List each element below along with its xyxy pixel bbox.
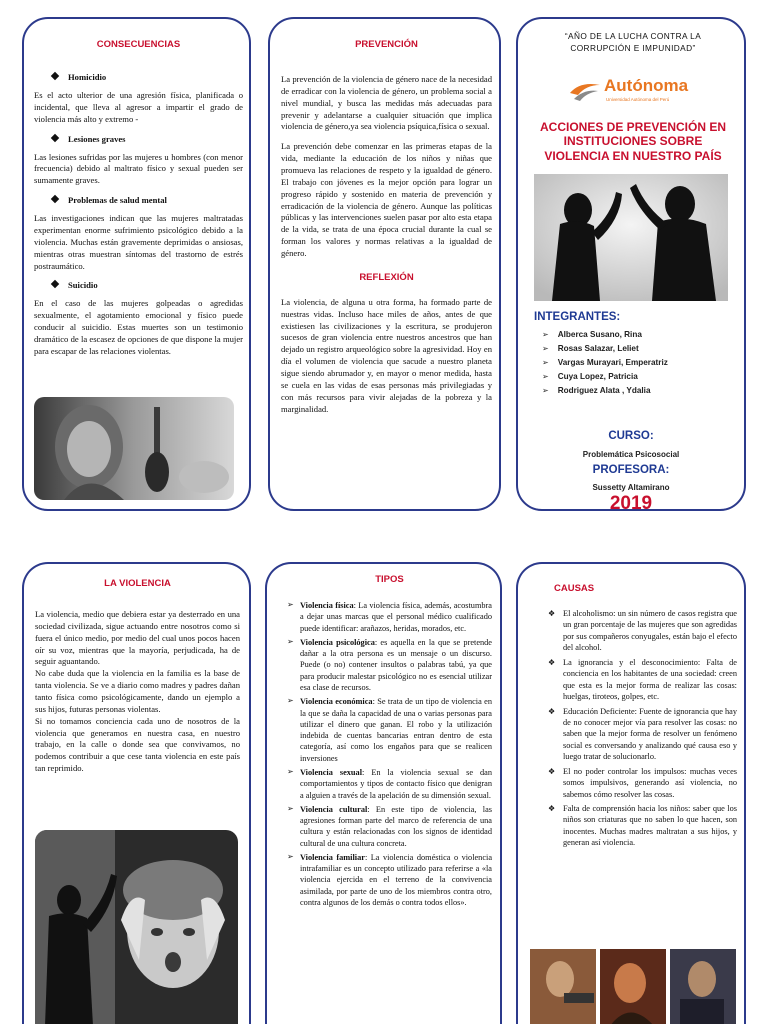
- integrantes-list: [542, 328, 668, 398]
- causa-item: ❖ El alcoholismo: un sin número de casos registra que un gran porcentaje de las mujeres que son agredidas por sus compañeros conyugales, están bajo el efecto del alcohol.: [548, 609, 737, 653]
- violencia-paragraph-3: Si no tomamos conciencia cada uno de nosotros de la violencia que generamos en nuestra casa, en nuestro trabajo, en la calle o donde sea que convivamos, no podemos contribuir a que cese tanta violencia en este país tan reprimido.: [35, 715, 240, 774]
- violencia-title: LA VIOLENCIA: [104, 578, 171, 589]
- reflexion-paragraph: La violencia, de alguna u otra forma, ha formado parte de nuestras vidas. Incluso hace miles de años, antes de que existiesen las civilizaciones y la escritura, se produjeron sucesos de gran violencia entre nuestros ancestros que han dejado un registro arqueológico sobre la agresividad. Hoy en día el volumen de violencia que sacude a nuestro planeta sigue siendo abrumador y, en mayor o menor medida, hasta se cuela en las vidas de esas personas más privilegiadas y con más recursos para vivir alejadas de la pobreza y la marginalidad.: [281, 296, 492, 414]
- causas-collage-image: [530, 949, 736, 1024]
- flower-bullet-icon: ❖: [548, 609, 556, 618]
- arrow-bullet-icon: ➢: [542, 330, 549, 339]
- integrante-item: ➢ Alberca Susano, Rina: [542, 330, 642, 339]
- logo-name: Autónoma: [604, 76, 689, 95]
- violence-silhouette-photo: [534, 174, 728, 301]
- arrow-bullet-icon: ➢: [542, 344, 549, 353]
- causas-title: CAUSAS: [554, 583, 595, 594]
- consecuencia-heading: Problemas de salud mental: [52, 195, 243, 205]
- flower-bullet-icon: ❖: [548, 804, 556, 813]
- scared-child-image: [35, 830, 238, 1024]
- tipo-item: ➢ Violencia psicológica: es aquella en la que se pretende dañar a la otra persona es un mensaje o un discurso. Puede (o no) contener insultos o palabras tabú, ya que para producir malestar psicológico no es esencial utilizar esa clase de recursos.: [287, 636, 492, 692]
- arrow-bullet-icon: ➢: [542, 358, 549, 367]
- consecuencia-text: Las investigaciones indican que las mujeres maltratadas experimentan enorme sufrimiento psicológico debido a la violencia. Muchas están gravemente deprimidas o ansiosas, mientras otras muestran síntomas del trastorno de estrés postraumático.: [34, 213, 243, 271]
- arrow-bullet-icon: ➢: [287, 851, 294, 861]
- flower-bullet-icon: ❖: [548, 706, 556, 716]
- curso-label: CURSO:: [608, 430, 654, 442]
- curso-value: Problemática Psicosocial: [582, 450, 680, 459]
- arrow-bullet-icon: ➢: [287, 636, 294, 646]
- panel-violencia: [22, 562, 251, 1024]
- integrante-item: ➢ Rosas Salazar, Leliet: [542, 344, 639, 353]
- arrow-bullet-icon: ➢: [287, 600, 294, 609]
- flower-bullet-icon: ❖: [548, 766, 556, 776]
- university-logo: [568, 76, 708, 110]
- tipo-item: ➢ Violencia sexual: En la violencia sexual se dan comportamientos y tipos de contacto físico que denigran a alguien a través de la apelación de su dimensión sexual.: [287, 766, 493, 800]
- arrow-bullet-icon: ➢: [542, 386, 549, 395]
- panel-tipos: [265, 562, 502, 1024]
- crying-woman-photo: [34, 397, 234, 500]
- consecuencia-text: Es el acto ulterior de una agresión física, planificada o incidental, que lleva al agresor a impartir el grado de violencia más alto y extremo -: [34, 90, 243, 124]
- causa-item: ❖ Educación Deficiente: Fuente de ignorancia que hay de no conocer mejor vía para resolver las cosas: no saben que la mejor forma de resolver un fenómeno social es conversando y analizando qué causa eso y luego tratar de solucionarlo.: [548, 706, 737, 762]
- causa-item: ❖ Falta de comprensión hacia los niños: saber que los niños son criaturas que no saben lo que hacen, son inocentes. Muchas madres maltratan a sus hijos, y generan así violencia.: [548, 804, 737, 848]
- motto: “AÑO DE LA LUCHA CONTRA LA CORRUPCIÓN E IMPUNIDAD”: [564, 31, 702, 53]
- prevencion-title: PREVENCIÓN: [355, 39, 418, 50]
- violencia-paragraph-1: La violencia, medio que debiera estar ya desterrado en una sociedad civilizada, sigue actuando entre nosotros como si fuera el único medio, por medio del cual unos pocos hacen oír su voz, mientras que la mayoría, perjudicada, ha de seguir aguantando.: [35, 609, 240, 667]
- violencia-paragraph-2: No cabe duda que la violencia en la familia es la base de tanta violencia. Se ve a diario como madres y padres dañan tanto física como psicológicamente, dando un ejemplo a sus hijos, futuras personas violentas.: [35, 668, 240, 714]
- consecuencia-heading: Lesiones graves: [52, 134, 243, 144]
- prevencion-paragraph-1: La prevención de la violencia de género nace de la necesidad de erradicar con la violencia de género, un problema social a nivel mundial, y busca las medidas más adecuadas para prevenir y adelantarse a cualquier situación que implica violencia de género,ya sea violencia psíquica,física o sexual.: [281, 74, 492, 132]
- cover-title: ACCIONES DE PREVENCIÓN EN INSTITUCIONES SOBRE VIOLENCIA EN NUESTRO PAÍS: [539, 120, 727, 163]
- consecuencia-heading: Homicidio: [52, 72, 243, 82]
- consecuencia-text: Las lesiones sufridas por las mujeres u hombres (con menor frecuencia) debido al maltrato físico y sexual pueden ser sumamente graves.: [34, 151, 243, 186]
- tipo-item: ➢ Violencia familiar: La violencia doméstica o violencia intrafamiliar es un concepto utilizado para referirse a «la violencia ejercida en el terreno de la convivencia asimilada, por parte de uno de los miembros contra otro, contra algunos de los demás o contra todos ellos».: [287, 851, 492, 908]
- arrow-bullet-icon: ➢: [287, 696, 294, 706]
- consecuencias-title: CONSECUENCIAS: [96, 39, 181, 50]
- diamond-bullet-icon: [51, 72, 59, 80]
- consecuencia-heading: Suicidio: [52, 280, 243, 290]
- tipos-list: [287, 600, 492, 908]
- arrow-bullet-icon: ➢: [542, 372, 549, 381]
- scared-child-photo: [35, 830, 238, 1024]
- arrow-bullet-icon: ➢: [287, 803, 294, 813]
- profesora-label: PROFESORA:: [592, 464, 670, 476]
- year: 2019: [609, 493, 653, 511]
- consecuencia-text: En el caso de las mujeres golpeadas o agredidas sexualmente, el agotamiento emocional y físico puede conducir al suicidio. Estas muertes son un testimonio dramático de la escasez de opciones de que dispone la mujer para escapar de las relaciones violentas.: [34, 298, 243, 356]
- panel-consecuencias: [22, 17, 251, 511]
- causa-item: ❖ El no poder controlar los impulsos: muchas veces somos impulsivos, generando así violencia, no sabemos cómo resolver las cosas.: [548, 766, 737, 799]
- diamond-bullet-icon: [51, 195, 59, 203]
- prevencion-paragraph-2: La prevención debe comenzar en las primeras etapas de la vida, mediante la educación de los niños y niñas que promueva las relaciones de respeto y la igualdad de género. El trabajo con jóvenes es la mejor opción para lograr un progreso rápido y sostenido en materia de prevención y erradicación de la violencia de género. Aunque las políticas públicas y las intervenciones suelen pasar por alto esta etapa de la vida, se trata de una época crucial durante la cual se forman los valores y normas relativas a la igualdad de género.: [281, 141, 492, 259]
- crying-woman-image: [34, 397, 234, 500]
- integrantes-label: INTEGRANTES:: [534, 311, 621, 323]
- integrante-item: ➢ Cuya Lopez, Patricia: [542, 372, 638, 381]
- reflexion-title: REFLEXIÓN: [359, 271, 414, 283]
- causas-list: [548, 608, 737, 849]
- panel-cover: [516, 17, 746, 511]
- tipo-item: ➢ Violencia económica: Se trata de un tipo de violencia en la que se daña la capacidad de una o varias personas para utilizar el dinero que ganan. El robo y la utilización indebida de cuentas bancarias entran dentro de esta categoría, así como los engaños para que se realicen inversiones: [287, 696, 492, 763]
- panel-prevencion: [268, 17, 501, 511]
- flower-bullet-icon: ❖: [548, 657, 556, 667]
- autonoma-logo-icon: [568, 79, 602, 103]
- causas-collage-photo: [530, 949, 736, 1024]
- arrow-bullet-icon: ➢: [287, 766, 294, 776]
- diamond-bullet-icon: [51, 280, 59, 288]
- causa-item: ❖ La ignorancia y el desconocimiento: Falta de conciencia en los habitantes de una sociedad: creen que esta es la mejor forma de realizar las cosas: huelgas, tiroteos, golpes, etc.: [548, 657, 737, 702]
- tipos-title: TIPOS: [375, 574, 404, 585]
- integrante-item: ➢ Vargas Murayari, Emperatriz: [542, 358, 668, 367]
- diamond-bullet-icon: [51, 133, 59, 141]
- integrante-item: ➢ Rodriguez Alata , Ydalia: [542, 386, 651, 395]
- tipo-item: ➢ Violencia cultural: En este tipo de violencia, las agresiones forman parte del marco de referencia de una cultura y están relacionadas con los signos de identidad cultural de una cultura concreta.: [287, 803, 492, 848]
- tipo-item: ➢ Violencia física: La violencia física, además, acostumbra a dejar unas marcas que el personal médico cualificado puede identificar: arañazos, heridas, morados, etc.: [287, 600, 492, 633]
- silhouette-image: [534, 174, 728, 301]
- panel-causas: [516, 562, 746, 1024]
- logo-subtitle: Universidad Autónoma del Perú: [606, 97, 670, 102]
- profesora-value: Sussetty Altamirano: [592, 483, 670, 492]
